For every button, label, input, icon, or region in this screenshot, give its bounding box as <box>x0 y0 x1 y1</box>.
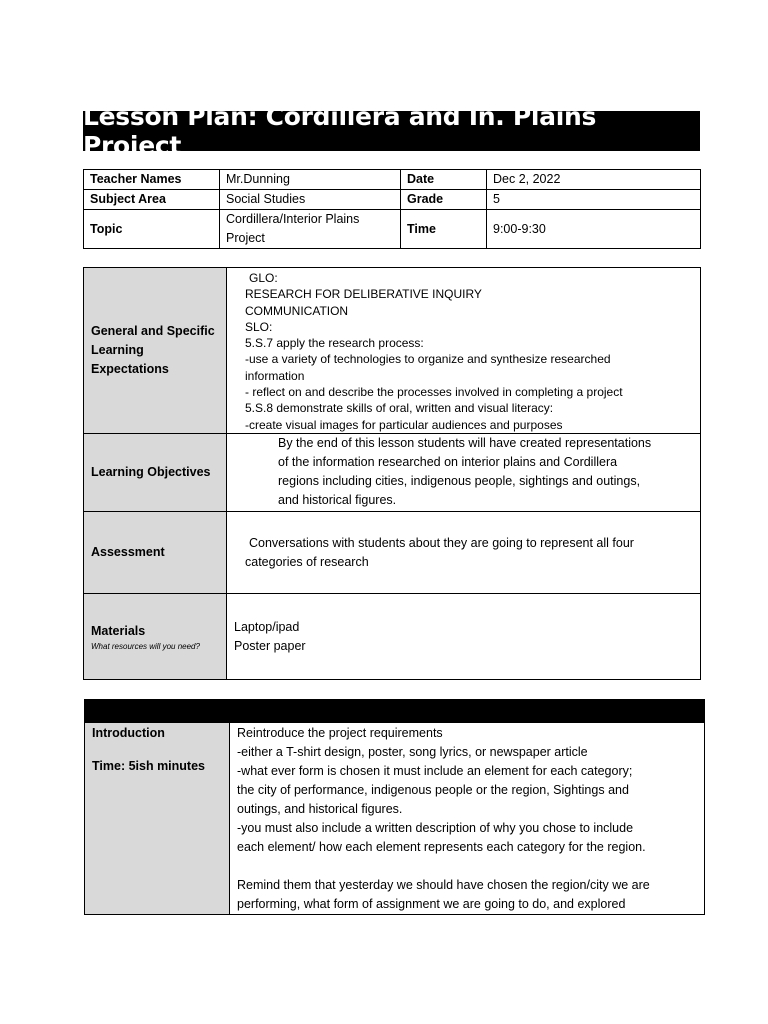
time-label: Time <box>401 210 487 249</box>
objectives-line: regions including cities, indigenous people, sightings and outings, <box>278 474 641 488</box>
materials-sublabel: What resources will you need? <box>91 641 200 651</box>
date-label: Date <box>401 170 487 190</box>
date-value: Dec 2, 2022 <box>487 170 701 190</box>
introduction-line: -what ever form is chosen it must include an element for each category; <box>237 764 633 778</box>
table-row <box>85 723 705 915</box>
expectations-line: RESEARCH FOR DELIBERATIVE INQUIRY <box>245 287 482 302</box>
introduction-label: Introduction <box>92 726 165 740</box>
materials-item: Laptop/ipad <box>234 619 300 634</box>
assessment-label: Assessment <box>84 512 227 594</box>
assessment-line: categories of research <box>245 554 369 569</box>
topic-line: Cordillera/Interior Plains <box>226 212 360 226</box>
introduction-line: Remind them that yesterday we should have chosen the region/city we are <box>237 878 650 892</box>
grade-value: 5 <box>487 190 701 210</box>
teacher-label: Teacher Names <box>84 170 220 190</box>
teacher-value: Mr.Dunning <box>220 170 401 190</box>
lesson-details-table <box>83 267 701 680</box>
expectations-line: - reflect on and describe the processes involved in completing a project <box>245 385 623 400</box>
table-row <box>84 190 701 210</box>
table-header-row <box>85 700 705 723</box>
table-row <box>84 594 701 680</box>
expectations-line: SLO: <box>245 319 273 334</box>
lesson-info-table <box>83 169 701 249</box>
objectives-line: and historical figures. <box>278 493 397 507</box>
expectations-line: information <box>245 368 305 383</box>
expectations-line: -create visual images for particular audiences and purposes <box>245 417 563 432</box>
introduction-line: Reintroduce the project requirements <box>237 726 443 740</box>
introduction-line: performing, what form of assignment we are going to do, and explored <box>237 897 626 911</box>
objectives-label: Learning Objectives <box>84 434 227 512</box>
subject-label: Subject Area <box>84 190 220 210</box>
expectations-content <box>227 268 701 434</box>
expectations-label-line: Expectations <box>91 362 169 376</box>
assessment-line: Conversations with students about they are going to represent all four <box>249 535 634 550</box>
assessment-content <box>227 512 701 594</box>
subject-value: Social Studies <box>220 190 401 210</box>
topic-line: Project <box>226 231 265 245</box>
introduction-line <box>237 857 704 876</box>
time-value: 9:00-9:30 <box>487 210 701 249</box>
objectives-content <box>227 434 701 512</box>
topic-value <box>220 210 401 249</box>
introduction-line: outings, and historical figures. <box>237 802 403 816</box>
page-title: Lesson Plan: Cordillera and In. Plains Project <box>83 111 700 151</box>
introduction-time: Time: 5ish minutes <box>92 759 205 773</box>
introduction-label-cell <box>85 723 230 915</box>
procedure-table <box>84 699 705 915</box>
materials-heading: Materials <box>91 623 146 638</box>
table-row <box>84 434 701 512</box>
table-row <box>84 268 701 434</box>
introduction-content <box>230 723 705 915</box>
materials-item: Poster paper <box>234 638 306 653</box>
table-row <box>84 210 701 249</box>
materials-label <box>84 594 227 680</box>
introduction-line: the city of performance, indigenous people or the region, Sightings and <box>237 783 629 797</box>
table-row <box>84 170 701 190</box>
expectations-line: 5.S.7 apply the research process: <box>245 336 424 351</box>
expectations-label <box>84 268 227 434</box>
glo-heading: GLO: <box>249 271 278 285</box>
objectives-line: By the end of this lesson students will have created representations <box>278 436 652 450</box>
expectations-label-line: General and Specific <box>91 324 215 338</box>
grade-label: Grade <box>401 190 487 210</box>
expectations-line: 5.S.8 demonstrate skills of oral, written and visual literacy: <box>245 401 554 416</box>
expectations-label-line: Learning <box>91 343 144 357</box>
table-row <box>84 512 701 594</box>
expectations-line: -use a variety of technologies to organize and synthesize researched <box>245 352 611 367</box>
introduction-line: -you must also include a written description of why you chose to include <box>237 821 634 835</box>
expectations-line: COMMUNICATION <box>245 303 349 318</box>
topic-label: Topic <box>84 210 220 249</box>
materials-content <box>227 594 701 680</box>
objectives-line: of the information researched on interior plains and Cordillera <box>278 455 618 469</box>
procedure-header-bar <box>85 700 705 723</box>
introduction-line: each element/ how each element represents each category for the region. <box>237 840 646 854</box>
introduction-line: -either a T-shirt design, poster, song lyrics, or newspaper article <box>237 745 588 759</box>
